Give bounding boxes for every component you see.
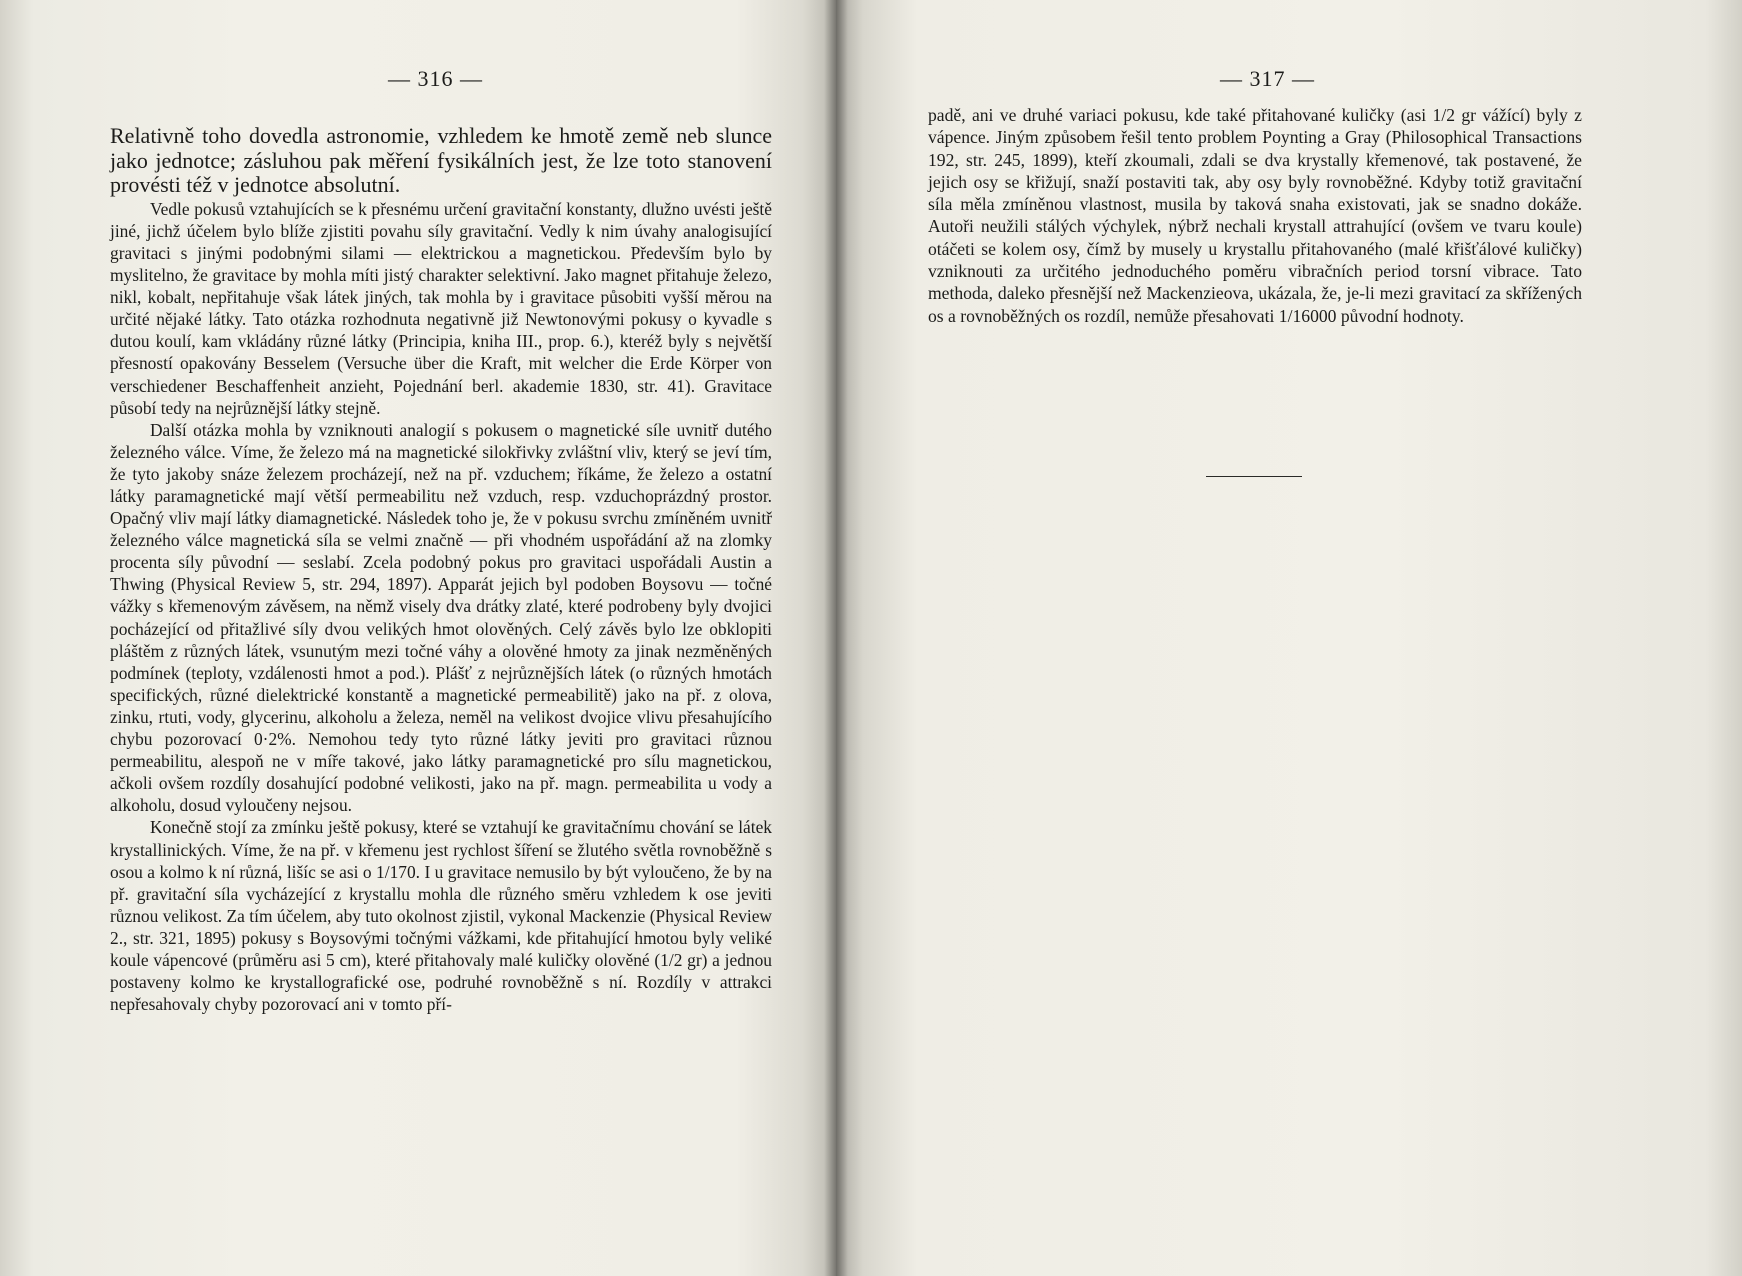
left-page <box>0 0 836 1276</box>
lead-paragraph: Relativně toho dovedla astronomie, vzhledem ke hmotě země neb slunce jako jednotce; zásluhou pak měření fysikálních jest, že lze toto stanovení provésti též v jednotce absolutní. <box>110 123 772 198</box>
paragraph-continuation: padě, ani ve druhé variaci pokusu, kde také přitahované kuličky (asi 1/2 gr vážící) byly z vápence. Jiným způsobem řešil tento problem Poynting a Gray (Philosophical Transactions 192, str. 245, 1899), kteří zkoumali, zdali se dva krystally křemenové, tak postavené, že jejich osy se křižují, snaží postaviti tak, aby osy byly rovnoběžné. Kdyby totiž gravitační síla měla zmíněnou vlastnost, musila by taková snaha existovati, jak se snadno dokáže. Autoři neužili stálých výchylek, nýbrž nechali krystall attrahující (ovšem ve tvaru koule) otáčeti se kolem osy, čímž by musely u krystallu přitahovaného (malé křišťálové kuličky) vzniknouti za určitého jednoduchého poměru vibračních period torsní vibrace. Tato methoda, daleko přesnější než Mackenzieova, ukázala, že, je-li mezi gravitací za skřížených os a rovnoběžných os rozdíl, nemůže přesahovati 1/16000 původní hodnoty. <box>928 105 1582 326</box>
paragraph-gravitation-permeability: Další otázka mohla by vzniknouti analogií s pokusem o magnetické síle uvnitř dutého železného válce. Víme, že železo má na magnetické silokřivky zvláštní vliv, který se jeví tím, že tyto jakoby snáze železem procházejí, než na př. vzduchem; říkáme, že železo a ostatní látky paramagnetické mají větší permeabilitu než vzduch, resp. vzduchoprázdný prostor. Opačný vliv mají látky diamagnetické. Následek toho je, že v pokusu svrchu zmíněném uvnitř železného válce magnetická síla se velmi značně — při vhodném uspořádání až na zlomky procenta síly původní — seslabí. Zcela podobný pokus pro gravitaci uspořádali Austin a Thwing (Physical Review 5, str. 294, 1897). Apparát jejich byl podoben Boysovu — točné vážky s křemenovým závěsem, na němž visely dva drátky zlaté, které podrobeny byly dvojici pocházející od přitažlivé síly dvou velikých hmot olověných. Celý závěs bylo lze obklopiti pláštěm z různých látek, vsunutým mezi točné váhy a olověné hmoty za jinak nezměněných podmínek (teploty, vzdálenosti hmot a pod.). Plášť z nejrůznějších látek (o různých hmotách specifických, různé dielektrické konstantě a magnetické permeabilitě) jako na př. z olova, zinku, rtuti, vody, glycerinu, alkoholu a železa, neměl na velikost dvojice vlivu přesahujícího chybu pozorovací 0·2%. Nemohou tedy tyto různé látky jeviti pro gravitaci různou permeabilitu, alespoň ne v míře takové, jako látky paramagnetické pro sílu magnetickou, ačkoli ovšem rozdíly dosahující podobné velikosti, jako na př. magn. permeabilita u vody a alkoholu, dosud vyloučeny nejsou. <box>110 419 772 816</box>
paragraph-gravitation-selectivity: Vedle pokusů vztahujících se k přesnému určení gravitační konstanty, dlužno uvésti ještě jiné, jichž účelem bylo blíže zjistiti povahu síly gravitační. Vedly k nim úvahy analogisující gravitaci s jinými podobnými silami — elektrickou a magnetickou. Především bylo by myslitelno, že gravitace by mohla míti jistý charakter selektivní. Jako magnet přitahuje železo, nikl, kobalt, nepřitahuje však látek jiných, tak mohla by i gravitace působiti vyšší měrou na určité nějaké látky. Tato otázka rozhodnuta negativně již Newtonovými pokusy o kyvadle s dutou koulí, kam vkládány různé látky (Principia, kniha III., prop. 6.), kteréž byly s největší přesností opakovány Besselem (Versuche über die Kraft, mit welcher die Erde Körper von verschiedener Beschaffenheit anzieht, Pojednání berl. akademie 1830, str. 41). Gravitace působí tedy na nejrůznější látky stejně. <box>110 198 772 418</box>
book-gutter <box>824 0 848 1276</box>
paragraph-crystalline-matter: Konečně stojí za zmínku ještě pokusy, které se vztahují ke gravitačnímu chování se látek krystallinických. Víme, že na př. v křemenu jest rychlost šíření se žlutého světla rovnoběžně s osou a kolmo k ní různá, lišíc se asi o 1/170. I u gravitace nemusilo by být vyloučeno, že by na př. gravitační síla vycházející z krystallu mohla dle různého směru vzhledem k ose jeviti různou velikost. Za tím účelem, aby tuto okolnost zjistil, vykonal Mackenzie (Physical Review 2., str. 321, 1895) pokusy s Boysovými točnými vážkami, kde přitahující hmotou byly veliké koule vápencové (průměru asi 5 cm), které přitahovaly malé kuličky olověné (1/2 gr) a jednou postaveny kolmo ke krystallografické ose, podruhé rovnoběžně s ní. Rozdíly v attrakci nepřesahovaly chyby pozorovací ani v tomto pří- <box>110 817 772 1015</box>
page-number-317: — 317 — <box>1220 66 1315 91</box>
left-page-text <box>110 124 772 1015</box>
page-number-316: — 316 — <box>388 66 483 91</box>
section-end-rule <box>1206 476 1302 477</box>
right-page-text <box>928 104 1582 327</box>
right-page <box>836 0 1742 1276</box>
